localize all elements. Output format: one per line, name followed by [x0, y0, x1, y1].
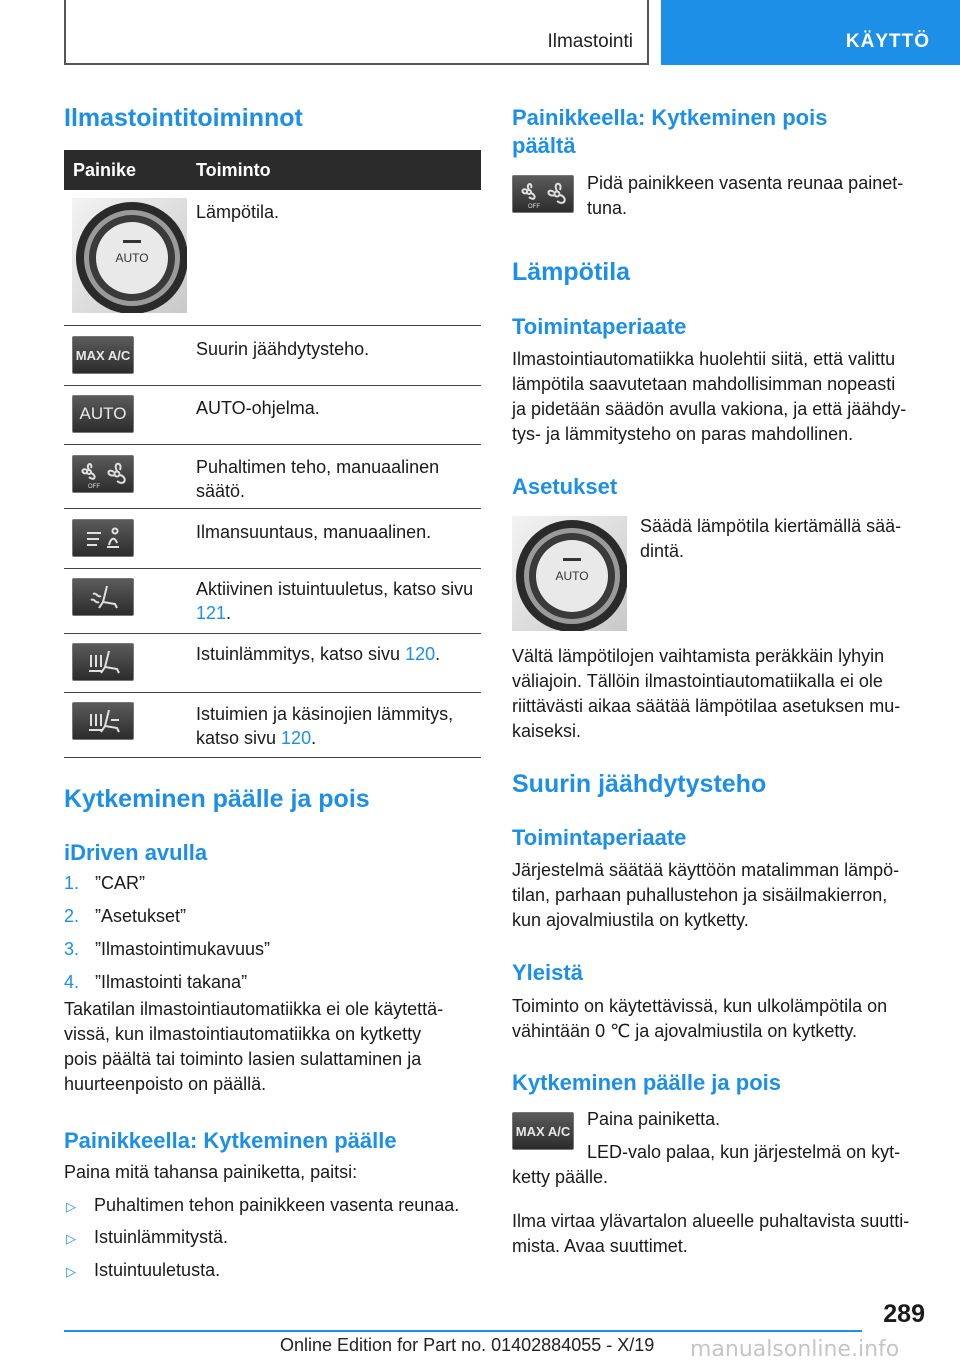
- temperature-dial-image: [512, 516, 627, 631]
- air-flow-paragraph: Ilma virtaa ylävartalon alueelle puhaltavista suutti- mista. Avaa suuttimet.: [512, 1211, 910, 1256]
- section-title-functions: Ilmastointitoiminnot: [64, 104, 303, 132]
- temperature-dial-icon: [512, 516, 627, 631]
- general-paragraph: Toiminto on käytettävissä, kun ulkolämpötila on vähintään 0 ℃ ja ajovalmiustila on kytketty.: [512, 996, 888, 1041]
- table-divider: [64, 508, 481, 509]
- table-divider: [64, 385, 481, 386]
- step-text: ”Asetukset”: [95, 906, 187, 926]
- table-divider: [64, 444, 481, 445]
- subtitle-settings: Asetukset: [512, 474, 618, 499]
- footer-edition: Online Edition for Part no. 01402884055 - X/19: [280, 1335, 655, 1355]
- table-header: [64, 150, 481, 190]
- seat-heating-button-icon: [72, 643, 134, 681]
- max-ac-button-icon: MAX A/C: [512, 1112, 574, 1150]
- table-row-text: Istuimien ja käsinojien lämmitys, katso sivu 120.: [196, 704, 454, 748]
- watermark-logo: manualsonline.info: [690, 1337, 900, 1362]
- max-ac-button-icon: MAX A/C: [72, 336, 134, 374]
- subtitle-idrive: iDriven avulla: [64, 840, 208, 865]
- temperature-dial-icon: [72, 198, 187, 313]
- seat-ventilation-button-icon: [72, 578, 134, 616]
- subtitle-max-principle: Toimintaperiaate: [512, 825, 687, 850]
- switch-off-text: Pidä painikkeen vasenta reunaa painet- tuna.: [587, 173, 904, 218]
- table-divider: [64, 633, 481, 634]
- bullet-text: Istuintuuletusta.: [94, 1260, 221, 1280]
- onoff-led-text-cont: ketty päälle.: [512, 1167, 609, 1187]
- svg-text:AUTO: AUTO: [115, 251, 149, 265]
- step-text: ”Ilmastointi takana”: [95, 972, 248, 992]
- bullet-text: Puhaltimen tehon painikkeen vasenta reunaa.: [94, 1195, 460, 1215]
- step-number: 1.: [64, 873, 80, 893]
- table-col-function: Toiminto: [196, 160, 271, 180]
- principle-paragraph: Ilmastointiautomatiikka huolehtii siitä, että valittu lämpötila saavutetaan mahdollisimman nopeasti ja pidetään säädön avulla vakiona, ja että jäähdy- tys- ja lämmitysteho on paras mahdollinen.: [512, 349, 907, 444]
- page-link-121[interactable]: 121: [196, 603, 227, 623]
- onoff-led-text: LED-valo palaa, kun järjestelmä on kyt-: [587, 1142, 901, 1162]
- table-row-text: Suurin jäähdytysteho.: [196, 339, 370, 359]
- subtitle-max-on-off: Kytkeminen päälle ja pois: [512, 1070, 781, 1095]
- fan-button-icon: [512, 175, 574, 213]
- svg-text:OFF: OFF: [528, 204, 540, 210]
- table-row-text: Lämpötila.: [196, 202, 280, 222]
- header-chapter-tab[interactable]: [661, 0, 960, 65]
- page-number: 289: [883, 1300, 925, 1328]
- header-section-title: Ilmastointi: [547, 31, 633, 52]
- switch-on-intro: Paina mitä tahansa painiketta, paitsi:: [64, 1162, 358, 1182]
- section-title-temperature: Lämpötila: [512, 258, 631, 286]
- table-divider: [64, 568, 481, 569]
- subtitle-general: Yleistä: [512, 960, 583, 985]
- bullet-triangle-icon: ▷: [66, 1231, 76, 1246]
- auto-button-icon: AUTO: [72, 395, 134, 433]
- header-section-box: [64, 0, 649, 65]
- step-text: ”CAR”: [95, 873, 145, 893]
- section-title-max-cooling: Suurin jäähdytysteho: [512, 770, 767, 798]
- table-divider: [64, 757, 481, 758]
- table-row-text: Aktiivinen istuintuuletus, katso sivu 121.: [196, 579, 474, 623]
- fan-button-icon: [72, 455, 134, 493]
- table-row-text: Ilmansuuntaus, manuaalinen.: [196, 522, 432, 542]
- header-chapter-title: KÄYTTÖ: [845, 31, 930, 52]
- footer-rule: [64, 1330, 862, 1332]
- avoid-paragraph: Vältä lämpötilojen vaihtamista peräkkäin lyhyin väliajoin. Tällöin ilmastointiautomatiikalla ei ole riittävästi aikaa säätää lämpötilaa asetuksen mu- kaiseksi.: [512, 646, 901, 741]
- subtitle-switch-on: Painikkeella: Kytkeminen päälle: [64, 1128, 397, 1153]
- bullet-text: Istuinlämmitystä.: [94, 1227, 229, 1247]
- subtitle-switch-off: Painikkeella: Kytkeminen pois päältä: [512, 105, 828, 158]
- max-principle-paragraph: Järjestelmä säätää käyttöön matalimman lämpö- tilan, parhaan puhallustehon ja sisäilmakierron, kun ajovalmiustila on kytketty.: [512, 860, 900, 930]
- svg-text:OFF: OFF: [88, 484, 100, 490]
- step-number: 4.: [64, 972, 80, 992]
- bullet-triangle-icon: ▷: [66, 1199, 76, 1214]
- temperature-dial-image: [72, 198, 187, 313]
- onoff-press-text: Paina painiketta.: [587, 1109, 721, 1129]
- table-divider: [64, 692, 481, 693]
- subtitle-principle: Toimintaperiaate: [512, 314, 687, 339]
- table-divider: [64, 325, 481, 326]
- section-title-on-off: Kytkeminen päälle ja pois: [64, 785, 370, 813]
- svg-text:AUTO: AUTO: [555, 569, 589, 583]
- bullet-triangle-icon: ▷: [66, 1264, 76, 1279]
- step-number: 3.: [64, 939, 80, 959]
- table-row-text: Puhaltimen teho, manuaalinen säätö.: [196, 457, 440, 501]
- page-link-120[interactable]: 120: [281, 728, 312, 748]
- step-text: ”Ilmastointimukavuus”: [95, 939, 271, 959]
- settings-text: Säädä lämpötila kiertämällä sää- dintä.: [640, 516, 902, 561]
- step-number: 2.: [64, 906, 80, 926]
- table-col-button: Painike: [73, 160, 137, 180]
- seat-armrest-heating-button-icon: [72, 702, 134, 740]
- rear-climate-paragraph: Takatilan ilmastointiautomatiikka ei ole käytettä- vissä, kun ilmastointiautomatiikka on kytketty pois päältä tai toiminto lasien sulattaminen ja huurteenpoisto on päällä.: [64, 999, 444, 1094]
- table-row-text: Istuinlämmitys, katso sivu 120.: [196, 644, 441, 664]
- page-link-120[interactable]: 120: [405, 644, 436, 664]
- air-distribution-button-icon: [72, 519, 134, 557]
- table-row-text: AUTO-ohjelma.: [196, 398, 320, 418]
